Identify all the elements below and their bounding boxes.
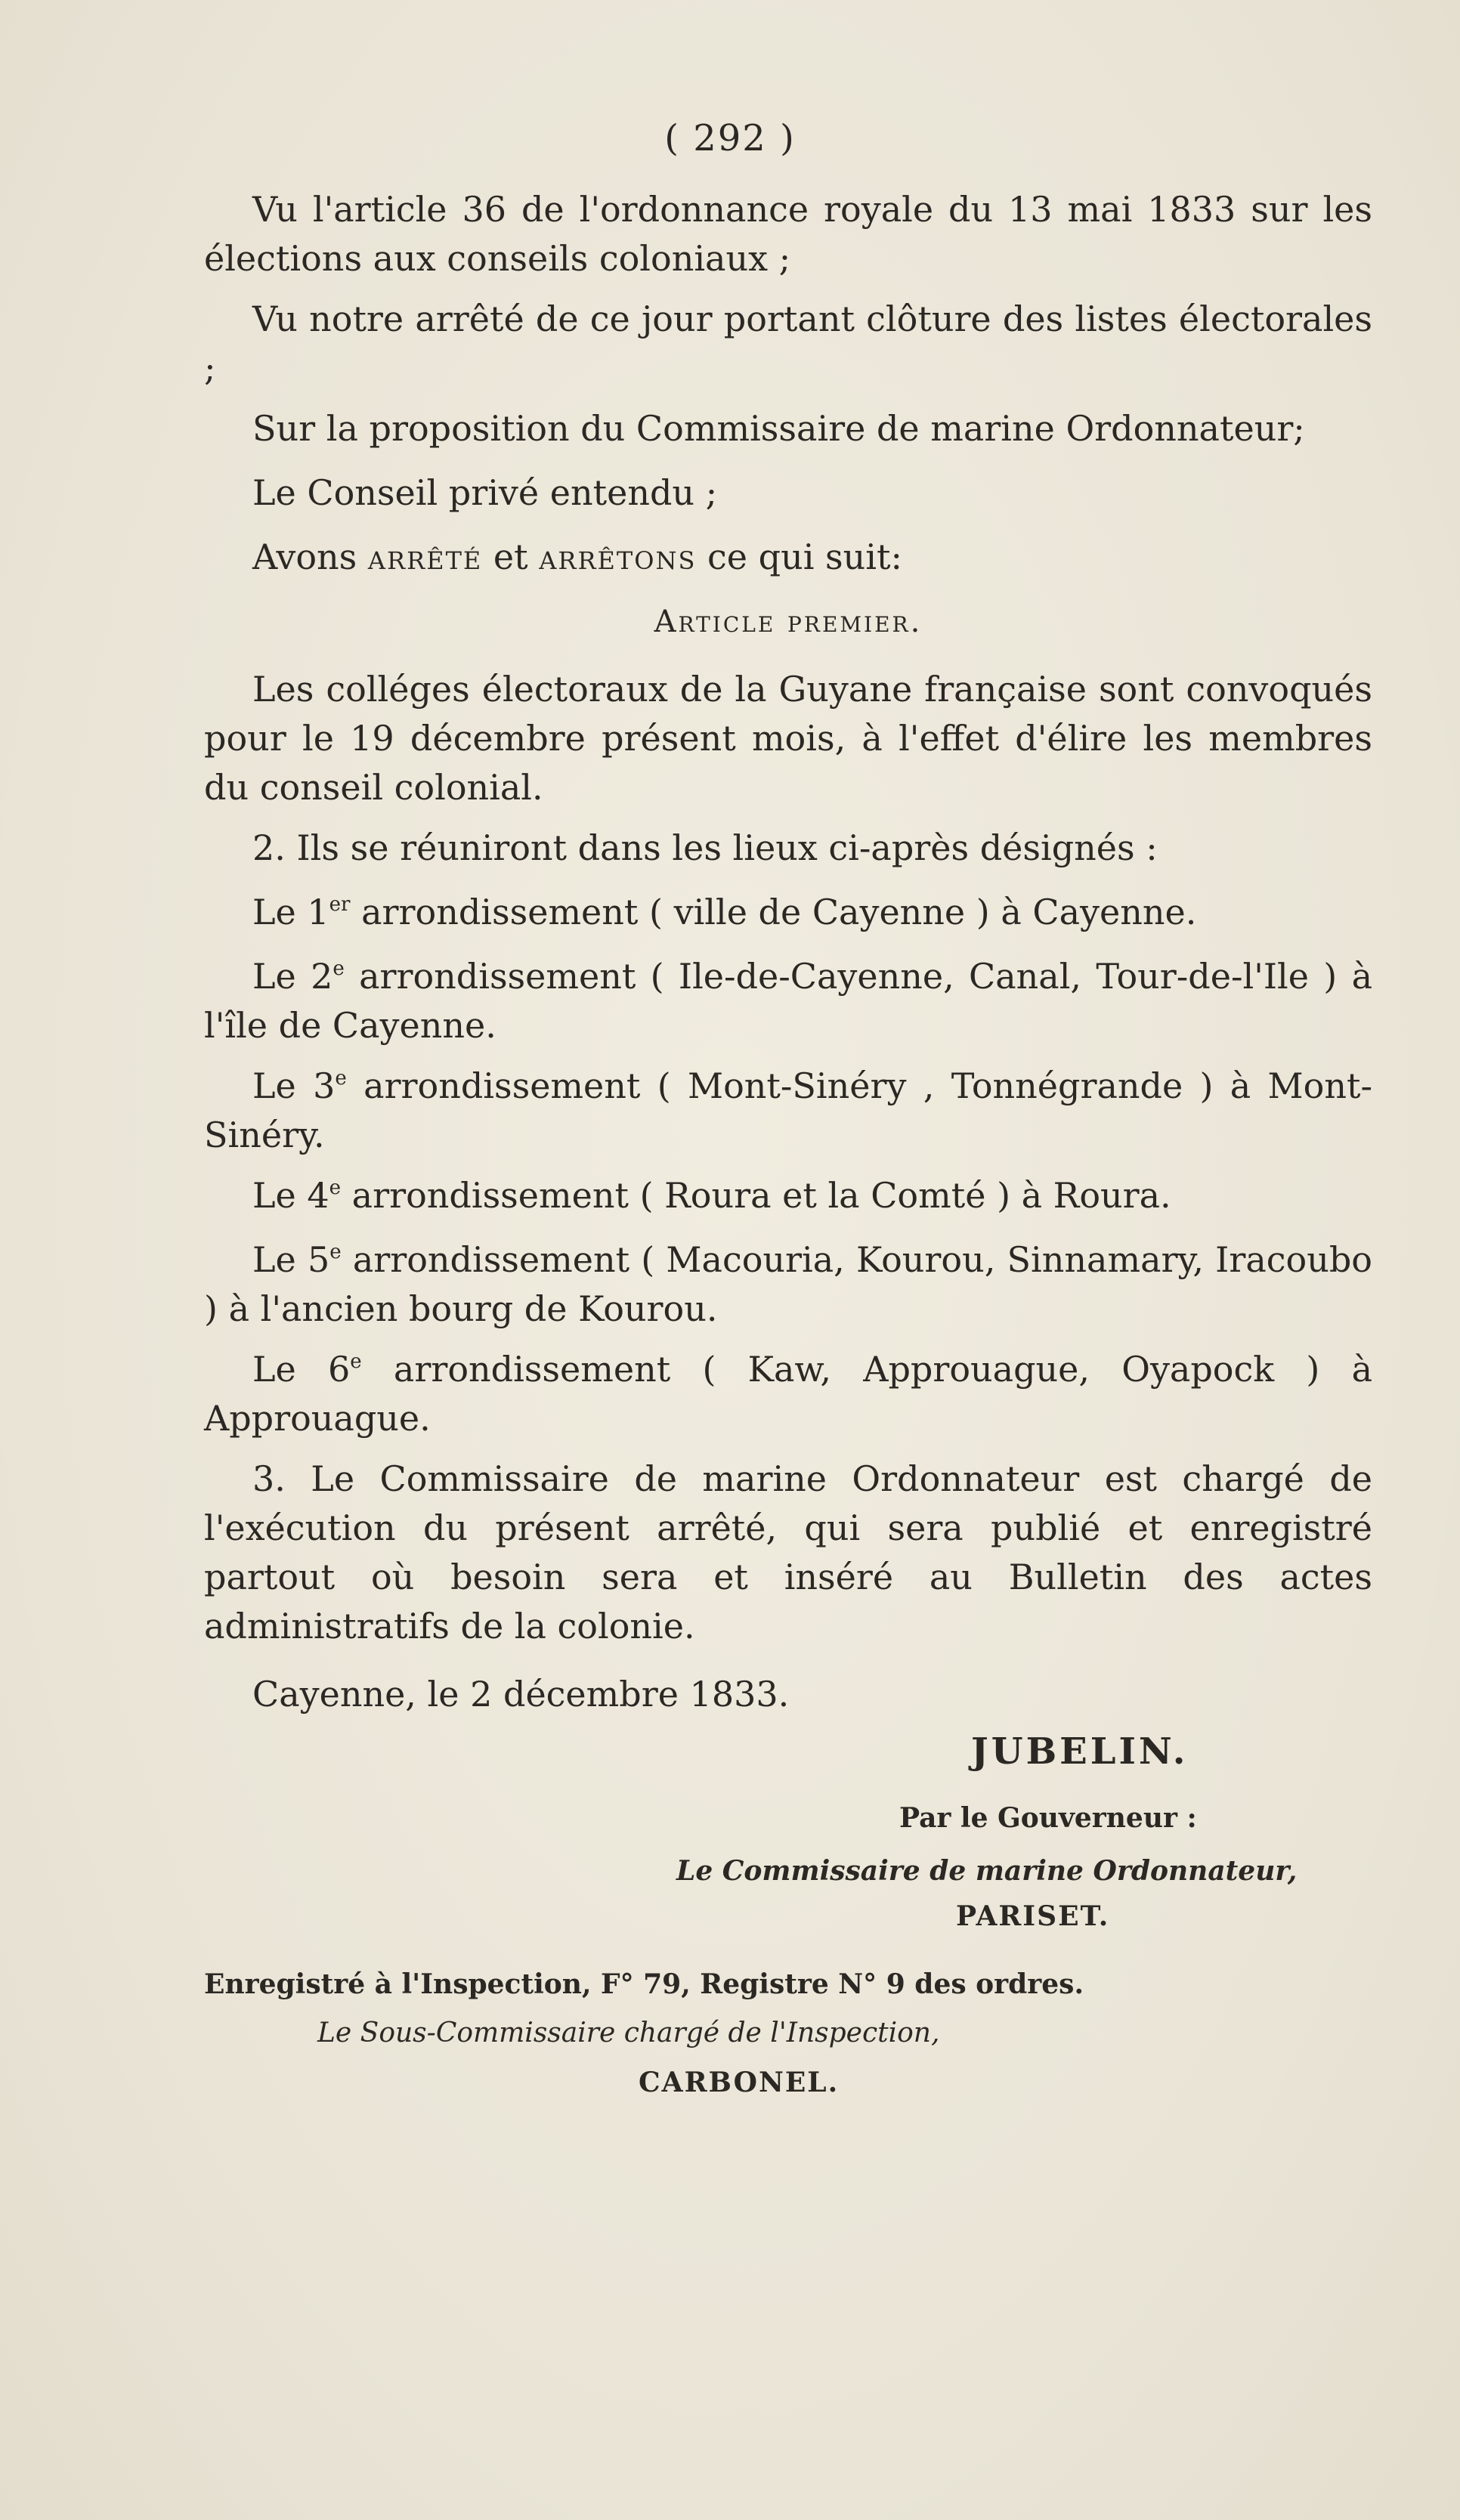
avons-arretons: arrêtons	[539, 536, 697, 577]
paragraph-article-3: 3. Le Commissaire de marine Ordonnateur est chargé de l'exécution du présent arrêté, qui sera publié et enregistré partout où besoin sera et inséré au Bulletin des actes administratifs de la colonie.	[204, 1458, 1372, 1647]
paragraph-arrondissement-4: Le 4e arrondissement ( Roura et la Comté ) à Roura.	[252, 1175, 1171, 1216]
date-line: Cayenne, le 2 décembre 1833.	[252, 1674, 790, 1715]
commissaire-title: Le Commissaire de marine Ordonnateur,	[676, 1855, 1298, 1887]
ordinal-sup: e	[333, 957, 345, 980]
paragraph-vu-arrete: Vu notre arrêté de ce jour portant clôture des listes électorales ;	[204, 298, 1372, 388]
avons-et: et	[493, 536, 528, 577]
page-number: ( 292 )	[664, 117, 796, 159]
sous-commissaire-title: Le Sous-Commissaire chargé de l'Inspection,	[317, 2018, 940, 2048]
paragraph-avons	[204, 533, 1372, 582]
ordinal-sup: e	[329, 1177, 342, 1199]
par-le-gouverneur: Par le Gouverneur :	[899, 1802, 1197, 1834]
paragraph-article-2: 2. Ils se réuniront dans les lieux ci-après désignés :	[252, 827, 1158, 868]
paragraph-arrondissement-5: Le 5e arrondissement ( Macouria, Kourou, Sinnamary, Iracoubo ) à l'ancien bourg de Kourou.	[204, 1239, 1372, 1329]
ordinal-sup: e	[335, 1067, 347, 1090]
paragraph-article-1: Les colléges électoraux de la Guyane française sont convoqués pour le 19 décembre présent mois, à l'effet d'élire les membres du conseil colonial.	[204, 669, 1372, 808]
signatory-carbonel: CARBONEL.	[639, 2067, 840, 2098]
signatory-pariset: PARISET.	[956, 1900, 1110, 1932]
ordinal-sup: e	[350, 1350, 362, 1373]
paragraph-arrondissement-3: Le 3e arrondissement ( Mont-Sinéry , Tonnégrande ) à Mont-Sinéry.	[204, 1065, 1372, 1155]
paragraph-arrondissement-1: Le 1er arrondissement ( ville de Cayenne ) à Cayenne.	[252, 892, 1197, 932]
registration-line: Enregistré à l'Inspection, F° 79, Registre N° 9 des ordres.	[204, 1968, 1084, 2000]
paragraph-arrondissement-6: Le 6e arrondissement ( Kaw, Approuague, Oyapock ) à Approuague.	[204, 1349, 1372, 1439]
avons-tail: ce qui suit:	[707, 536, 902, 577]
paragraph-proposition: Sur la proposition du Commissaire de marine Ordonnateur;	[252, 408, 1305, 449]
avons-arrete: arrêté	[367, 536, 483, 577]
signatory-jubelin: JUBELIN.	[971, 1730, 1189, 1773]
paragraph-arrondissement-2: Le 2e arrondissement ( Ile-de-Cayenne, Canal, Tour-de-l'Ile ) à l'île de Cayenne.	[204, 956, 1372, 1046]
ordinal-sup: er	[329, 893, 351, 916]
paragraph-conseil: Le Conseil privé entendu ;	[252, 472, 718, 513]
paragraph-vu-article: Vu l'article 36 de l'ordonnance royale du 13 mai 1833 sur les élections aux conseils coloniaux ;	[204, 189, 1372, 279]
avons-lead: Avons	[252, 536, 357, 577]
ordinal-sup: e	[329, 1241, 342, 1263]
article-heading: Article premier.	[654, 604, 923, 639]
